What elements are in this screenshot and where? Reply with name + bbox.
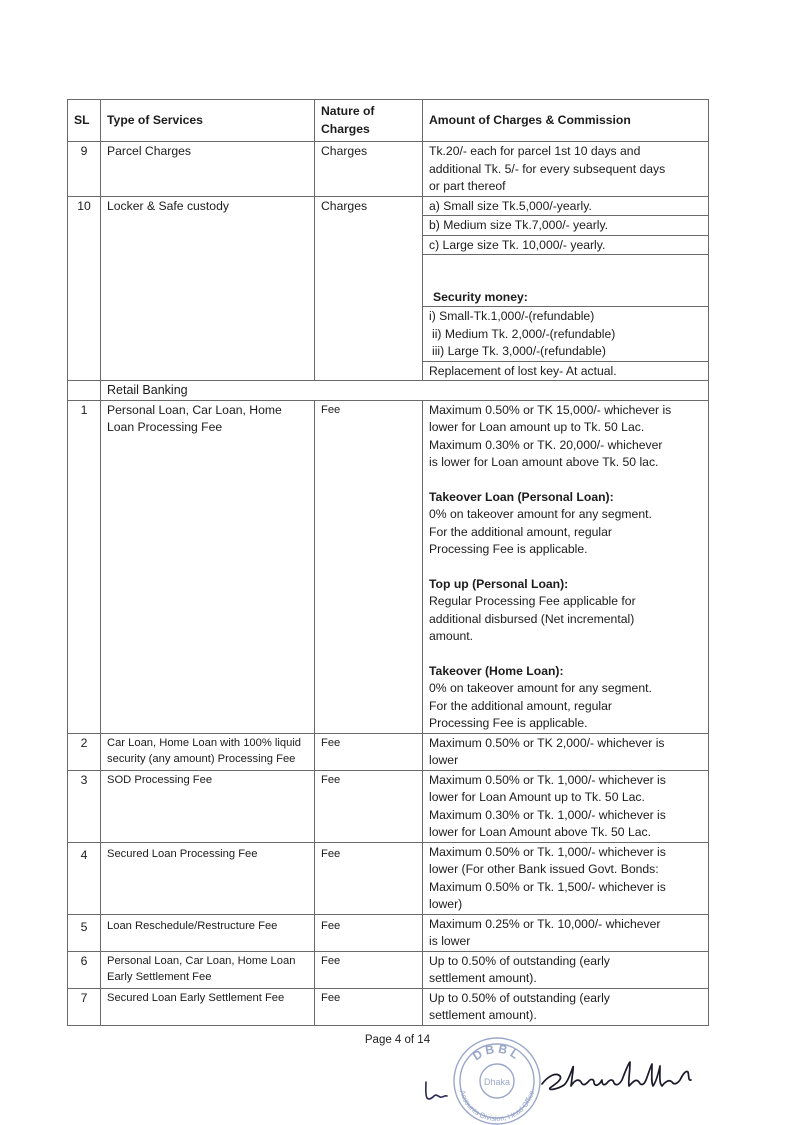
service-type-cell: Secured Loan Processing Fee <box>101 842 315 914</box>
service-type-cell: Parcel Charges <box>101 142 315 197</box>
spacer <box>429 472 702 489</box>
table-row <box>68 142 709 197</box>
amount-line: additional disbursed (Net incremental) <box>429 611 635 626</box>
amount-line: Maximum 0.30% or Tk. 1,000/- whichever is <box>429 807 666 822</box>
amount-line: lower (For other Bank issued Govt. Bonds: <box>429 862 659 876</box>
locker-size-small: a) Small size Tk.5,000/-yearly. <box>423 196 709 216</box>
sl-cell: 5 <box>68 914 101 951</box>
amount-cell <box>423 988 709 1025</box>
topup-title: Top up (Personal Loan): <box>429 576 569 591</box>
spacer <box>429 559 702 576</box>
service-type-cell: Personal Loan, Car Loan, Home Loan Processing Fee <box>101 400 315 733</box>
sl-cell: 2 <box>68 733 101 770</box>
amount-line: is lower <box>429 934 471 948</box>
amount-line: For the additional amount, regular <box>429 524 612 539</box>
security-money-heading: Security money: <box>433 289 528 304</box>
security-large: iii) Large Tk. 3,000/-(refundable) <box>432 344 606 358</box>
service-type-cell: Personal Loan, Car Loan, Home Loan Early Settlement Fee <box>101 951 315 988</box>
service-type-cell: SOD Processing Fee <box>101 770 315 842</box>
amount-line: settlement amount). <box>429 1008 537 1022</box>
amount-line: Maximum 0.30% or TK. 20,000/- whichever <box>429 437 663 452</box>
section-title: Retail Banking <box>101 381 709 401</box>
nature-cell: Fee <box>315 842 423 914</box>
signature <box>538 1058 698 1098</box>
amount-line: For the additional amount, regular <box>429 698 612 713</box>
initials-mark <box>420 1078 460 1104</box>
amount-line: 0% on takeover amount for any segment. <box>429 507 652 521</box>
lost-key-cell: Replacement of lost key- At actual. <box>423 361 709 381</box>
amount-column-header: Amount of Charges & Commission <box>423 100 709 142</box>
spacer <box>429 646 702 663</box>
nature-cell: Fee <box>315 733 423 770</box>
seal-bottom-text: Accounts Division, Head Office <box>457 1089 537 1124</box>
service-type-cell: Car Loan, Home Loan with 100% liquid security (any amount) Processing Fee <box>101 733 315 770</box>
amount-line: lower) <box>429 897 463 911</box>
empty-cell <box>68 381 101 401</box>
page-number: Page 4 of 14 <box>364 1034 431 1046</box>
amount-line: amount. <box>429 629 474 643</box>
seal-center-text: Dhaka <box>483 1077 511 1087</box>
security-medium: ii) Medium Tk. 2,000/-(refundable) <box>432 326 616 341</box>
table-row <box>68 842 709 914</box>
security-money-heading-cell <box>423 255 709 307</box>
nature-cell: Fee <box>315 770 423 842</box>
table-row <box>68 400 709 733</box>
amount-line: Processing Fee is applicable. <box>429 716 588 730</box>
amount-line: lower for Loan amount up to Tk. 50 Lac. <box>429 420 645 434</box>
service-type-cell: Secured Loan Early Settlement Fee <box>101 988 315 1025</box>
security-small: i) Small-Tk.1,000/-(refundable) <box>429 309 595 323</box>
sl-cell: 10 <box>68 196 101 381</box>
table-header-row <box>68 100 709 142</box>
amount-cell <box>423 400 709 733</box>
amount-line: Maximum 0.50% or Tk. 1,000/- whichever is <box>429 844 666 859</box>
amount-line: or part thereof <box>429 179 506 193</box>
nature-cell: Fee <box>315 951 423 988</box>
amount-line: Tk.20/- each for parcel 1st 10 days and <box>429 144 641 158</box>
security-money-cell <box>423 307 709 362</box>
seal-top-text: DBBL <box>470 1041 524 1064</box>
table-row <box>68 988 709 1025</box>
locker-size-medium: b) Medium size Tk.7,000/- yearly. <box>423 216 709 236</box>
table-row <box>68 951 709 988</box>
amount-line: Maximum 0.25% or Tk. 10,000/- whichever <box>429 916 661 931</box>
takeover-home-title: Takeover (Home Loan): <box>429 663 564 678</box>
amount-line: Maximum 0.50% or Tk. 1,500/- whichever is <box>429 879 666 894</box>
amount-line: Maximum 0.50% or TK 15,000/- whichever is <box>429 402 672 417</box>
fees-table <box>67 99 709 1026</box>
amount-line: 0% on takeover amount for any segment. <box>429 681 652 695</box>
section-row <box>68 381 709 401</box>
sl-cell: 7 <box>68 988 101 1025</box>
sl-cell: 1 <box>68 400 101 733</box>
table-row <box>68 196 709 216</box>
table-row <box>68 733 709 770</box>
sl-cell: 6 <box>68 951 101 988</box>
amount-line: additional Tk. 5/- for every subsequent days <box>429 161 666 176</box>
amount-line: Up to 0.50% of outstanding (early <box>429 990 610 1005</box>
amount-cell <box>423 733 709 770</box>
nature-cell: Fee <box>315 988 423 1025</box>
amount-line: is lower for Loan amount above Tk. 50 lac. <box>429 455 659 469</box>
sl-cell: 3 <box>68 770 101 842</box>
svg-text:DBBL <box>470 1042 524 1064</box>
type-column-header: Type of Services <box>101 100 315 142</box>
nature-column-header: Nature of Charges <box>315 100 423 142</box>
amount-line: Maximum 0.50% or TK 2,000/- whichever is <box>429 735 665 750</box>
sl-cell: 9 <box>68 142 101 197</box>
sl-cell: 4 <box>68 842 101 914</box>
amount-cell <box>423 142 709 197</box>
nature-cell: Fee <box>315 400 423 733</box>
table-row <box>68 914 709 951</box>
table-row <box>68 770 709 842</box>
nature-cell: Charges <box>315 142 423 197</box>
svg-text:Accounts Division, Head Office <box>458 1089 536 1123</box>
amount-line: lower for Loan Amount above Tk. 50 Lac. <box>429 825 651 839</box>
locker-size-large: c) Large size Tk. 10,000/- yearly. <box>423 235 709 255</box>
amount-line: Maximum 0.50% or Tk. 1,000/- whichever is <box>429 772 666 787</box>
amount-cell <box>423 842 709 914</box>
amount-line: Processing Fee is applicable. <box>429 542 588 556</box>
takeover-personal-title: Takeover Loan (Personal Loan): <box>429 489 614 504</box>
amount-cell <box>423 914 709 951</box>
amount-cell <box>423 951 709 988</box>
amount-line: Regular Processing Fee applicable for <box>429 594 636 608</box>
nature-cell: Fee <box>315 914 423 951</box>
amount-cell <box>423 770 709 842</box>
service-type-cell: Loan Reschedule/Restructure Fee <box>101 914 315 951</box>
seal-stamp <box>449 1033 545 1125</box>
sl-column-header: SL <box>68 100 101 142</box>
service-type-cell: Locker & Safe custody <box>101 196 315 381</box>
amount-line: settlement amount). <box>429 971 537 985</box>
amount-line: lower <box>429 753 459 767</box>
nature-cell: Charges <box>315 196 423 381</box>
amount-line: Up to 0.50% of outstanding (early <box>429 953 610 968</box>
amount-line: lower for Loan Amount up to Tk. 50 Lac. <box>429 790 645 804</box>
